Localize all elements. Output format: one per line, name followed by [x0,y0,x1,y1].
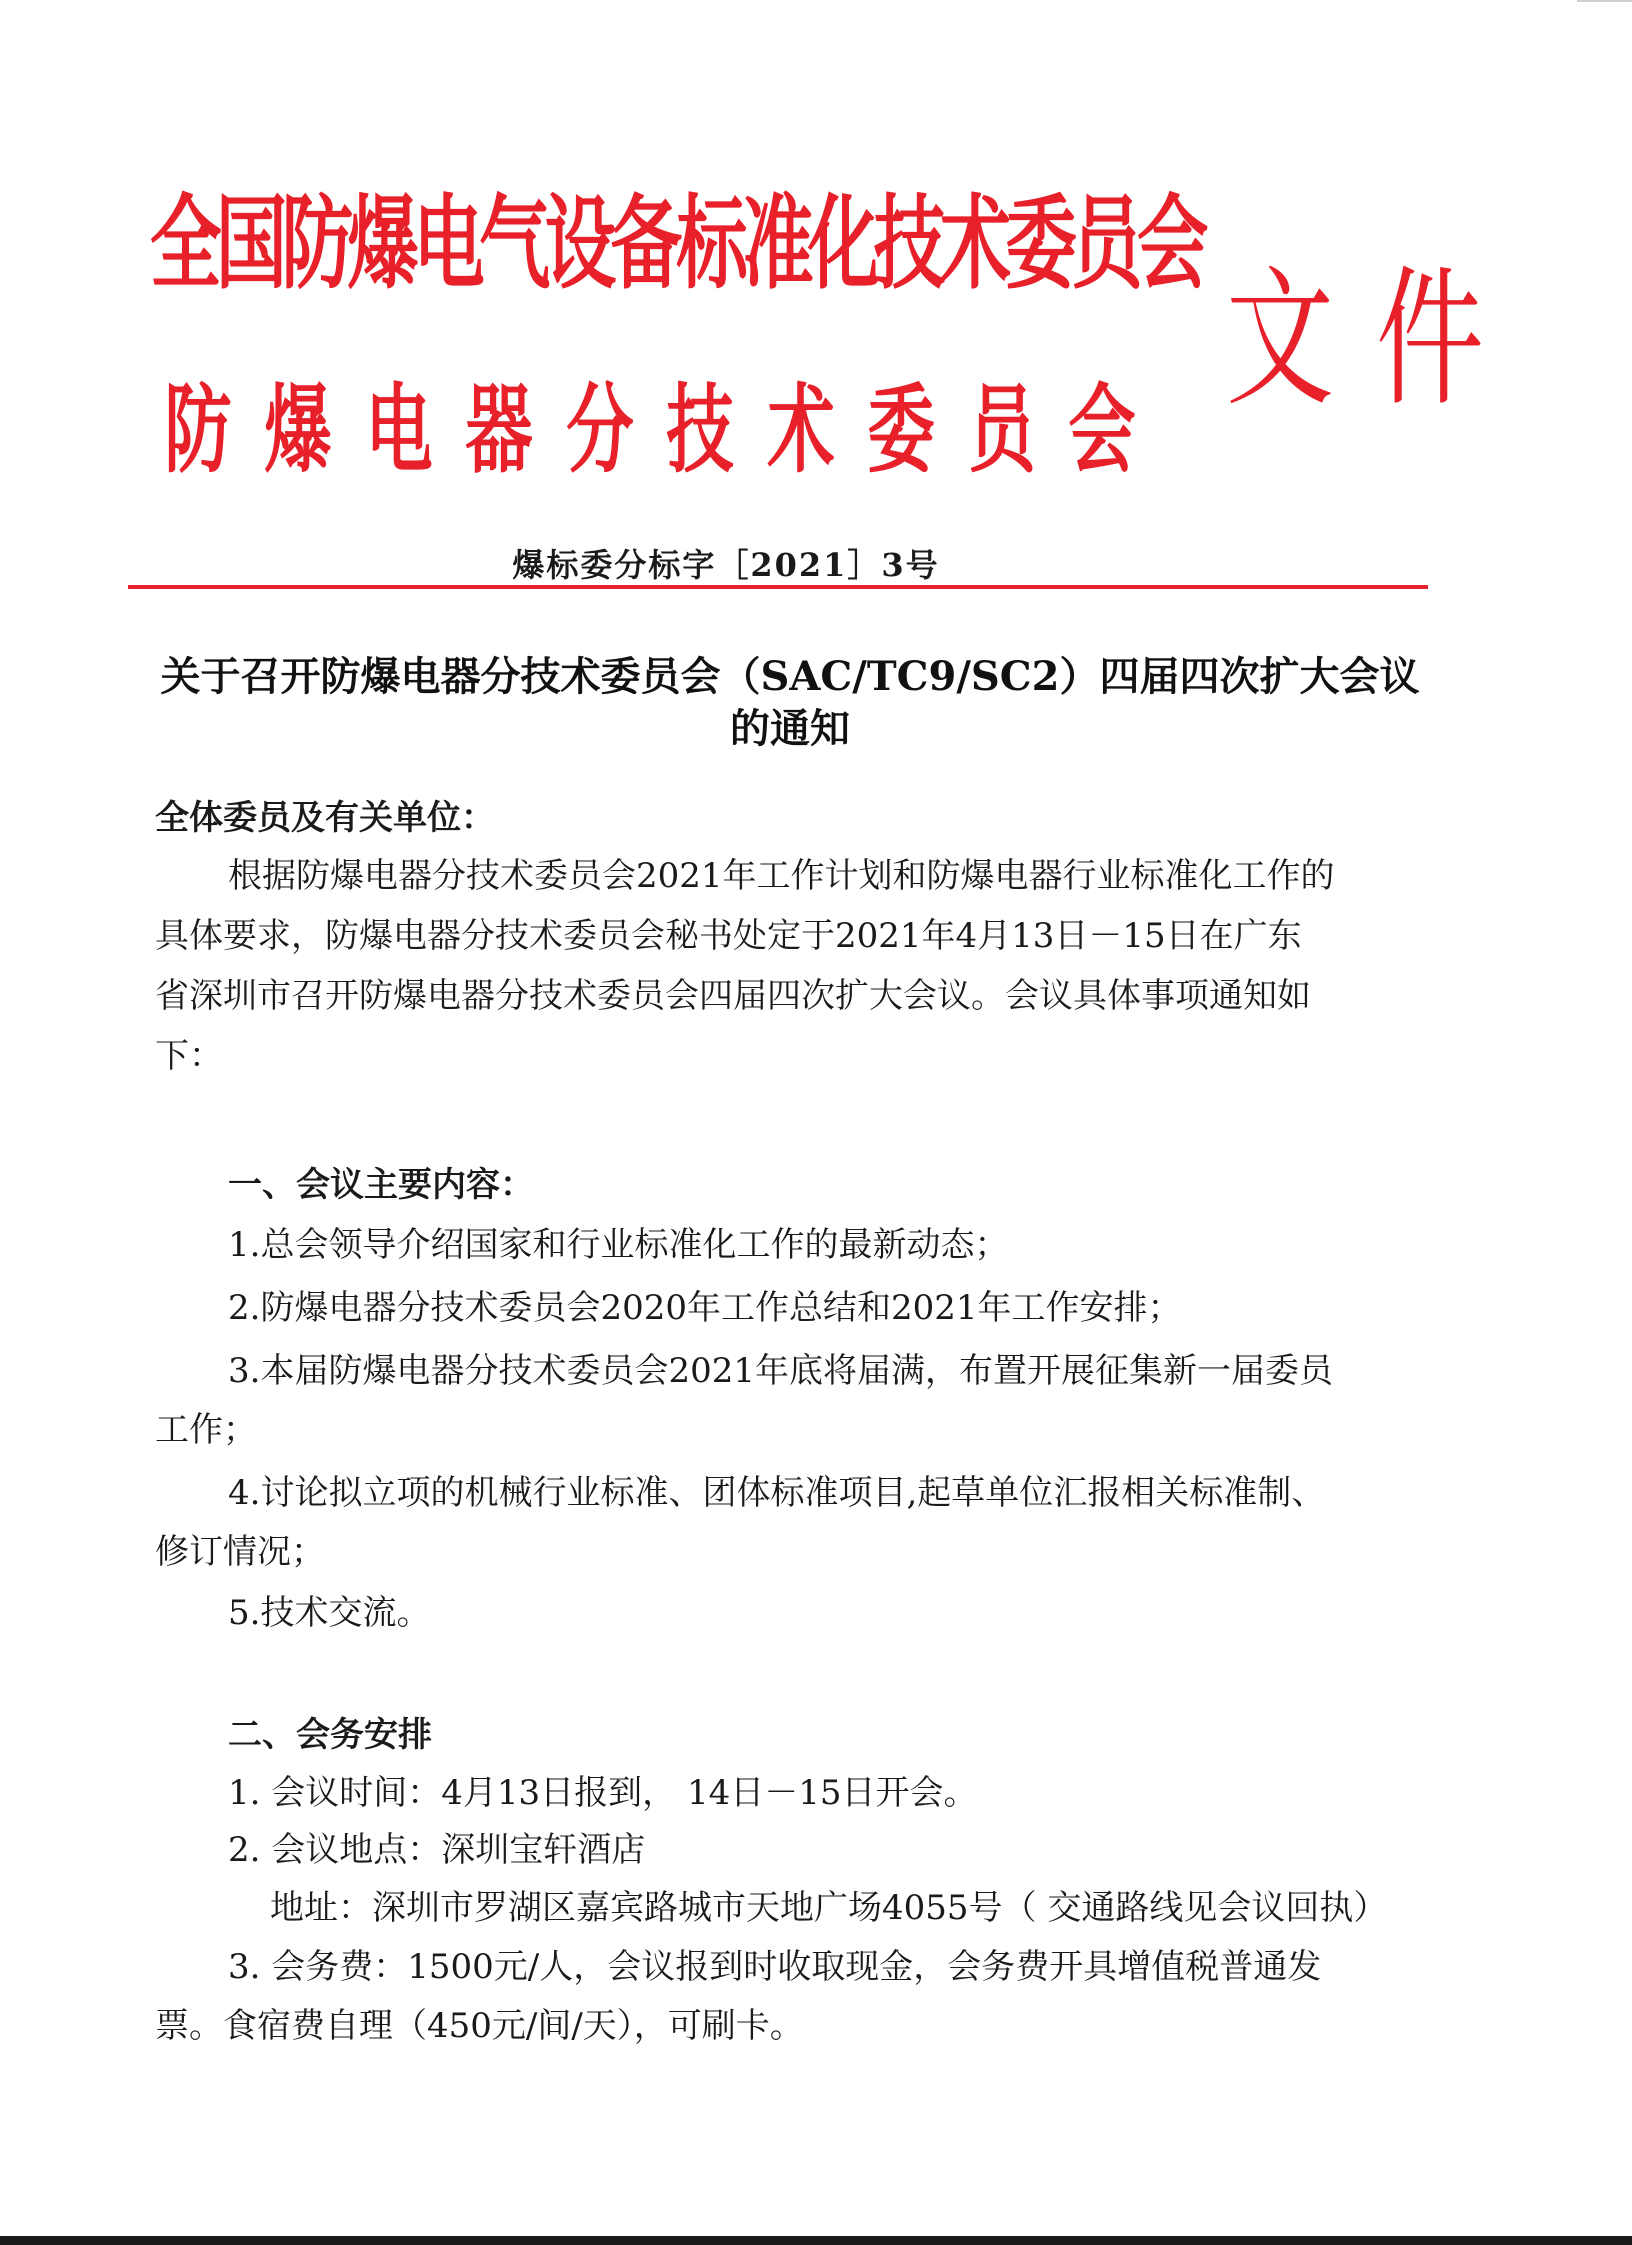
section2-item-continued: 票。食宿费自理（450元/间/天），可刷卡。 [155,2006,804,2046]
section2-item: 3. 会务费：1500元/人，会议报到时收取现金，会务费开具增值税普通发 [228,1947,1322,1987]
notice-title-line1: 关于召开防爆电器分技术委员会（SAC/TC9/SC2）四届四次扩大会议 [160,653,1420,700]
document-number: 爆标委分标字［2021］3号 [512,546,940,584]
intro-line: 根据防爆电器分技术委员会2021年工作计划和防爆电器行业标准化工作的 [228,856,1335,896]
section2-item: 1. 会议时间：4月13日报到， 14日－15日开会。 [228,1773,978,1813]
letterhead-char: 电 [365,374,433,486]
letterhead-char: 防 [164,374,232,486]
letterhead-char: 委 [867,374,935,486]
notice-title-line2: 的通知 [730,705,850,752]
section1-item-continued: 工作； [155,1410,257,1450]
section1-item: 2.防爆电器分技术委员会2020年工作总结和2021年工作安排； [228,1288,1182,1328]
scan-edge-mark [1577,0,1632,2]
section2-item: 2. 会议地点：深圳宝轩酒店 [228,1830,646,1870]
letterhead-char: 术 [767,374,835,486]
salutation: 全体委员及有关单位： [155,798,495,838]
letterhead-char: 技 [666,374,734,486]
section1-item: 4.讨论拟立项的机械行业标准、团体标准项目,起草单位汇报相关标准制、 [228,1473,1326,1513]
section1-heading: 一、会议主要内容： [228,1165,534,1205]
section1-item: 3.本届防爆电器分技术委员会2021年底将届满，布置开展征集新一届委员 [228,1351,1333,1391]
letterhead-char: 会 [1068,374,1136,486]
letterhead-org-line2 [150,355,1150,505]
letterhead-char: 件 [1376,253,1485,427]
letterhead-divider [128,585,1428,589]
letterhead-char: 分 [566,374,634,486]
intro-line: 省深圳市召开防爆电器分技术委员会四届四次扩大会议。会议具体事项通知如 [155,976,1311,1016]
section1-item: 1.总会领导介绍国家和行业标准化工作的最新动态； [228,1225,1009,1265]
scan-bottom-edge [0,2236,1632,2245]
intro-line: 具体要求，防爆电器分技术委员会秘书处定于2021年4月13日－15日在广东 [155,916,1302,956]
letterhead-char: 文 [1226,253,1335,427]
letterhead-char: 员 [967,374,1036,486]
section2-address: 地址：深圳市罗湖区嘉宾路城市天地广场4055号（ 交通路线见会议回执） [270,1888,1388,1928]
section1-item: 5.技术交流。 [228,1593,431,1633]
letterhead-char: 爆 [264,374,333,486]
section2-heading: 二、会务安排 [228,1715,432,1755]
letterhead-org-line1: 全国防爆电气设备标准化技术委员会 [150,185,1203,304]
section1-item-continued: 修订情况； [155,1532,325,1572]
intro-line: 下： [155,1036,223,1076]
letterhead-document-word [1205,250,1485,430]
letterhead-char: 器 [465,374,533,486]
